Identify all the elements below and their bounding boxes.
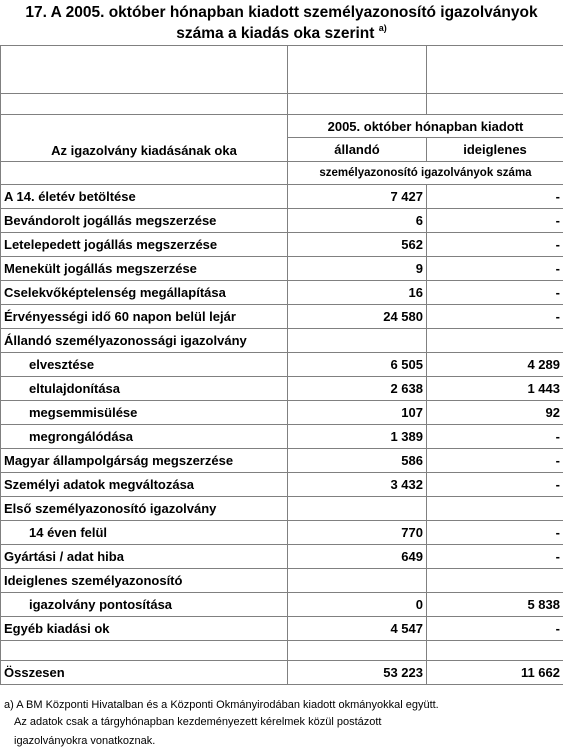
row-label: megsemmisülése: [1, 401, 288, 425]
table-row: [1, 305, 563, 329]
footnote-2: Az adatok csak a tárgyhónapban kezdeményezett kérelmek közül postázott: [14, 716, 382, 728]
row-label: Letelepedett jogállás megszerzése: [1, 233, 288, 257]
header-col-temporary: ideiglenes: [427, 138, 563, 162]
blank-cell: [427, 94, 563, 115]
row-permanent-value: [288, 329, 427, 353]
table-row: [1, 617, 563, 641]
header-row-unit: [1, 162, 563, 185]
row-label: Cselekvőképtelenség megállapítása: [1, 281, 288, 305]
table-total: [1, 641, 563, 685]
row-temporary-value: [427, 569, 563, 593]
row-permanent-value: 0: [288, 593, 427, 617]
row-permanent-value: 6 505: [288, 353, 427, 377]
header-row-period: [1, 115, 563, 138]
blank-cell: [427, 46, 563, 94]
row-permanent-value: 586: [288, 449, 427, 473]
table-row: [1, 545, 563, 569]
row-label: Állandó személyazonossági igazolvány: [1, 329, 288, 353]
row-temporary-value: -: [427, 521, 563, 545]
row-temporary-value: [427, 497, 563, 521]
table-row: [1, 497, 563, 521]
row-label: elvesztése: [1, 353, 288, 377]
row-label: Érvényességi idő 60 napon belül lejár: [1, 305, 288, 329]
row-temporary-value: -: [427, 545, 563, 569]
table-row: [1, 593, 563, 617]
table-row: [1, 473, 563, 497]
row-permanent-value: 6: [288, 209, 427, 233]
row-permanent-value: 770: [288, 521, 427, 545]
table-row: [1, 257, 563, 281]
footnote-3: igazolványokra vonatkoznak.: [14, 735, 156, 747]
row-permanent-value: 7 427: [288, 185, 427, 209]
row-label: Ideiglenes személyazonosító: [1, 569, 288, 593]
row-temporary-value: -: [427, 257, 563, 281]
blank-row: [1, 641, 563, 661]
row-temporary-value: -: [427, 425, 563, 449]
row-label: Egyéb kiadási ok: [1, 617, 288, 641]
row-temporary-value: 92: [427, 401, 563, 425]
blank-cell: [288, 641, 427, 661]
row-permanent-value: 9: [288, 257, 427, 281]
table-row: [1, 401, 563, 425]
blank-cell: [1, 641, 288, 661]
row-permanent-value: 649: [288, 545, 427, 569]
blank-row: [1, 94, 563, 115]
table-row: [1, 233, 563, 257]
table-row: [1, 329, 563, 353]
row-label: igazolvány pontosítása: [1, 593, 288, 617]
row-label: Első személyazonosító igazolvány: [1, 497, 288, 521]
table-row: [1, 521, 563, 545]
total-temporary: 11 662: [427, 661, 563, 685]
table-row: [1, 209, 563, 233]
header-col-permanent: állandó: [288, 138, 427, 162]
row-temporary-value: 4 289: [427, 353, 563, 377]
blank-row: [1, 46, 563, 94]
row-temporary-value: 1 443: [427, 377, 563, 401]
row-temporary-value: -: [427, 617, 563, 641]
total-row: [1, 661, 563, 685]
header-unit-empty-cell: [1, 162, 288, 185]
row-label: A 14. életév betöltése: [1, 185, 288, 209]
row-temporary-value: -: [427, 305, 563, 329]
header-row-label: Az igazolvány kiadásának oka: [1, 115, 288, 162]
row-temporary-value: -: [427, 473, 563, 497]
table-row: [1, 449, 563, 473]
row-permanent-value: 562: [288, 233, 427, 257]
row-temporary-value: [427, 329, 563, 353]
row-temporary-value: -: [427, 209, 563, 233]
row-permanent-value: [288, 569, 427, 593]
table-row: [1, 281, 563, 305]
row-label: megrongálódása: [1, 425, 288, 449]
row-temporary-value: -: [427, 449, 563, 473]
row-label: Bevándorolt jogállás megszerzése: [1, 209, 288, 233]
row-label: Menekült jogállás megszerzése: [1, 257, 288, 281]
table-row: [1, 353, 563, 377]
row-permanent-value: 4 547: [288, 617, 427, 641]
blank-cell: [288, 94, 427, 115]
table-row: [1, 569, 563, 593]
row-permanent-value: 3 432: [288, 473, 427, 497]
title-line-2: [0, 25, 563, 43]
table-row: [1, 377, 563, 401]
total-label: Összesen: [1, 661, 288, 685]
footnote-1: a) A BM Központi Hivatalban és a Központi Okmányirodában kiadott okmányokkal együtt.: [4, 699, 439, 711]
row-label: eltulajdonítása: [1, 377, 288, 401]
row-temporary-value: -: [427, 281, 563, 305]
row-temporary-value: -: [427, 233, 563, 257]
header-period: 2005. október hónapban kiadott: [288, 115, 563, 138]
title-line-1: 17. A 2005. október hónapban kiadott személyazonosító igazolványok: [25, 4, 538, 21]
blank-cell: [427, 641, 563, 661]
table-row: [1, 185, 563, 209]
row-permanent-value: 107: [288, 401, 427, 425]
row-permanent-value: 2 638: [288, 377, 427, 401]
row-label: Gyártási / adat hiba: [1, 545, 288, 569]
total-permanent: 53 223: [288, 661, 427, 685]
row-permanent-value: 1 389: [288, 425, 427, 449]
header-unit: személyazonosító igazolványok száma: [288, 162, 563, 185]
row-label: Magyar állampolgárság megszerzése: [1, 449, 288, 473]
row-temporary-value: -: [427, 185, 563, 209]
row-label: Személyi adatok megváltozása: [1, 473, 288, 497]
blank-cell: [1, 46, 288, 94]
blank-cell: [288, 46, 427, 94]
title-text: száma a kiadás oka szerint: [176, 25, 375, 42]
row-temporary-value: 5 838: [427, 593, 563, 617]
row-label: 14 éven felül: [1, 521, 288, 545]
blank-cell: [1, 94, 288, 115]
title-footnote-mark: a): [378, 23, 387, 33]
row-permanent-value: [288, 497, 427, 521]
data-table: [0, 45, 563, 685]
row-permanent-value: 16: [288, 281, 427, 305]
row-permanent-value: 24 580: [288, 305, 427, 329]
table-body: [1, 46, 563, 641]
table-row: [1, 425, 563, 449]
